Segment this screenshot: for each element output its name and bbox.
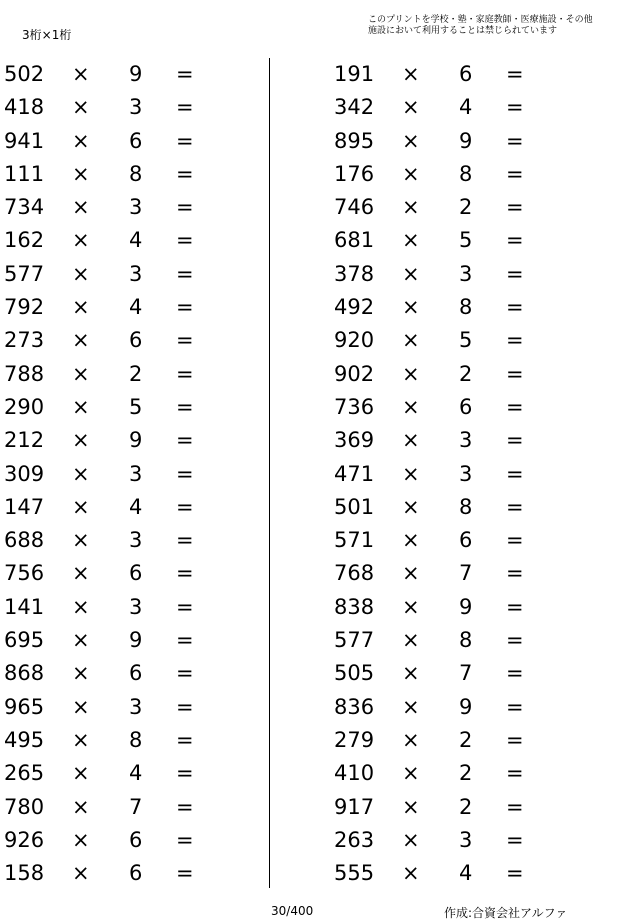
multiplier: 8 (459, 295, 473, 320)
multiplier: 9 (129, 62, 143, 86)
multiplicand: 273 (4, 328, 45, 353)
multiplier: 2 (129, 361, 143, 386)
times-sign: × (72, 128, 90, 153)
multiplier: 4 (129, 761, 143, 786)
page-number: 30/400 (271, 904, 314, 918)
equals-sign: = (506, 62, 524, 86)
multiplicand: 965 (4, 694, 45, 719)
author-credit: 作成:合資会社アルファ (444, 906, 568, 920)
multiplicand: 502 (4, 62, 45, 86)
multiplicand: 555 (334, 861, 375, 886)
times-sign: × (402, 727, 420, 752)
multiplicand: 838 (334, 594, 375, 619)
multiplier: 3 (459, 827, 473, 852)
equals-sign: = (506, 428, 524, 453)
multiplier: 8 (459, 161, 473, 186)
multiplier: 6 (129, 128, 143, 153)
equals-sign: = (506, 727, 524, 752)
times-sign: × (402, 461, 420, 486)
multiplicand: 920 (334, 328, 375, 353)
times-sign: × (402, 794, 420, 819)
multiplicand: 836 (334, 694, 375, 719)
equals-sign: = (506, 827, 524, 852)
multiplier: 3 (129, 95, 143, 120)
times-sign: × (402, 62, 420, 86)
multiplier: 6 (459, 62, 473, 86)
multiplicand: 571 (334, 528, 375, 553)
multiplier: 6 (129, 561, 143, 586)
times-sign: × (72, 261, 90, 286)
equals-sign: = (506, 494, 524, 519)
multiplicand: 147 (4, 494, 45, 519)
times-sign: × (402, 394, 420, 419)
equals-sign: = (506, 195, 524, 220)
times-sign: × (402, 528, 420, 553)
times-sign: × (72, 661, 90, 686)
equals-sign: = (506, 528, 524, 553)
multiplier: 5 (459, 228, 473, 253)
times-sign: × (402, 428, 420, 453)
times-sign: × (402, 228, 420, 253)
equals-sign: = (176, 661, 194, 686)
equals-sign: = (176, 594, 194, 619)
times-sign: × (402, 161, 420, 186)
times-sign: × (402, 761, 420, 786)
multiplier: 5 (129, 394, 143, 419)
multiplier: 4 (459, 861, 473, 886)
equals-sign: = (176, 528, 194, 553)
multiplier: 9 (129, 428, 143, 453)
equals-sign: = (506, 794, 524, 819)
equals-sign: = (506, 594, 524, 619)
multiplicand: 577 (334, 628, 375, 653)
multiplier: 6 (459, 528, 473, 553)
multiplicand: 926 (4, 827, 45, 852)
multiplicand: 492 (334, 295, 375, 320)
equals-sign: = (506, 694, 524, 719)
equals-sign: = (176, 128, 194, 153)
multiplier: 8 (129, 727, 143, 752)
equals-sign: = (176, 228, 194, 253)
multiplier: 4 (129, 295, 143, 320)
times-sign: × (72, 761, 90, 786)
equals-sign: = (176, 428, 194, 453)
multiplier: 4 (129, 228, 143, 253)
times-sign: × (402, 694, 420, 719)
multiplicand: 162 (4, 228, 45, 253)
multiplicand: 212 (4, 428, 45, 453)
times-sign: × (402, 128, 420, 153)
equals-sign: = (176, 328, 194, 353)
times-sign: × (72, 228, 90, 253)
multiplicand: 736 (334, 394, 375, 419)
equals-sign: = (506, 628, 524, 653)
multiplicand: 263 (334, 827, 375, 852)
equals-sign: = (506, 361, 524, 386)
equals-sign: = (506, 328, 524, 353)
times-sign: × (72, 594, 90, 619)
equals-sign: = (176, 561, 194, 586)
multiplicand: 290 (4, 394, 45, 419)
multiplicand: 141 (4, 594, 45, 619)
multiplicand: 788 (4, 361, 45, 386)
multiplier: 3 (459, 428, 473, 453)
multiplier: 5 (459, 328, 473, 353)
times-sign: × (402, 594, 420, 619)
equals-sign: = (176, 295, 194, 320)
multiplicand: 158 (4, 861, 45, 886)
equals-sign: = (176, 394, 194, 419)
multiplicand: 342 (334, 95, 375, 120)
equals-sign: = (506, 394, 524, 419)
multiplier: 6 (129, 861, 143, 886)
times-sign: × (402, 95, 420, 120)
times-sign: × (72, 628, 90, 653)
equals-sign: = (176, 494, 194, 519)
copyright-notice (368, 15, 593, 37)
equals-sign: = (506, 161, 524, 186)
times-sign: × (72, 461, 90, 486)
multiplicand: 279 (334, 727, 375, 752)
multiplier: 3 (459, 261, 473, 286)
multiplicand: 309 (4, 461, 45, 486)
equals-sign: = (176, 195, 194, 220)
times-sign: × (72, 528, 90, 553)
multiplier: 8 (459, 628, 473, 653)
times-sign: × (72, 861, 90, 886)
multiplicand: 780 (4, 794, 45, 819)
times-sign: × (402, 628, 420, 653)
multiplier: 2 (459, 761, 473, 786)
equals-sign: = (176, 161, 194, 186)
worksheet-title: 3桁×1桁 (22, 28, 72, 42)
equals-sign: = (506, 128, 524, 153)
multiplicand: 734 (4, 195, 45, 220)
equals-sign: = (176, 761, 194, 786)
multiplier: 6 (129, 328, 143, 353)
times-sign: × (72, 361, 90, 386)
times-sign: × (402, 261, 420, 286)
multiplier: 4 (129, 494, 143, 519)
times-sign: × (72, 295, 90, 320)
multiplier: 9 (459, 594, 473, 619)
equals-sign: = (176, 62, 194, 86)
multiplicand: 111 (4, 161, 45, 186)
equals-sign: = (506, 661, 524, 686)
equals-sign: = (506, 461, 524, 486)
equals-sign: = (176, 861, 194, 886)
equals-sign: = (506, 261, 524, 286)
column-divider (269, 58, 270, 888)
multiplier: 3 (129, 195, 143, 220)
multiplicand: 577 (4, 261, 45, 286)
times-sign: × (72, 328, 90, 353)
times-sign: × (72, 161, 90, 186)
notice-line-1: このプリントを学校・塾・家庭教師・医療施設・その他 (368, 15, 593, 25)
multiplier: 3 (129, 694, 143, 719)
equals-sign: = (176, 694, 194, 719)
multiplicand: 768 (334, 561, 375, 586)
multiplier: 3 (129, 528, 143, 553)
multiplier: 2 (459, 195, 473, 220)
times-sign: × (72, 827, 90, 852)
equals-sign: = (176, 794, 194, 819)
equals-sign: = (506, 228, 524, 253)
multiplier: 3 (129, 461, 143, 486)
times-sign: × (402, 827, 420, 852)
times-sign: × (402, 361, 420, 386)
times-sign: × (72, 794, 90, 819)
multiplier: 6 (129, 827, 143, 852)
multiplicand: 471 (334, 461, 375, 486)
multiplicand: 176 (334, 161, 375, 186)
multiplier: 3 (129, 261, 143, 286)
multiplicand: 756 (4, 561, 45, 586)
multiplier: 9 (459, 128, 473, 153)
multiplier: 2 (459, 727, 473, 752)
multiplicand: 418 (4, 95, 45, 120)
equals-sign: = (176, 361, 194, 386)
times-sign: × (72, 727, 90, 752)
equals-sign: = (506, 95, 524, 120)
multiplicand: 378 (334, 261, 375, 286)
times-sign: × (402, 295, 420, 320)
multiplier: 2 (459, 361, 473, 386)
multiplicand: 902 (334, 361, 375, 386)
times-sign: × (72, 195, 90, 220)
equals-sign: = (176, 727, 194, 752)
equals-sign: = (176, 628, 194, 653)
multiplicand: 941 (4, 128, 45, 153)
multiplier: 4 (459, 95, 473, 120)
times-sign: × (402, 328, 420, 353)
multiplicand: 410 (334, 761, 375, 786)
multiplicand: 369 (334, 428, 375, 453)
equals-sign: = (176, 95, 194, 120)
multiplier: 8 (459, 494, 473, 519)
multiplicand: 895 (334, 128, 375, 153)
equals-sign: = (176, 461, 194, 486)
equals-sign: = (506, 295, 524, 320)
multiplier: 7 (459, 661, 473, 686)
multiplier: 7 (129, 794, 143, 819)
multiplier: 6 (129, 661, 143, 686)
multiplicand: 695 (4, 628, 45, 653)
multiplier: 8 (129, 161, 143, 186)
equals-sign: = (506, 861, 524, 886)
multiplicand: 792 (4, 295, 45, 320)
times-sign: × (72, 95, 90, 120)
multiplicand: 746 (334, 195, 375, 220)
notice-line-2: 施設において利用することは禁じられています (368, 26, 558, 36)
times-sign: × (72, 62, 90, 86)
times-sign: × (402, 661, 420, 686)
times-sign: × (72, 428, 90, 453)
multiplier: 6 (459, 394, 473, 419)
multiplicand: 505 (334, 661, 375, 686)
times-sign: × (72, 694, 90, 719)
multiplicand: 917 (334, 794, 375, 819)
times-sign: × (72, 494, 90, 519)
multiplicand: 265 (4, 761, 45, 786)
multiplicand: 688 (4, 528, 45, 553)
times-sign: × (72, 394, 90, 419)
times-sign: × (402, 861, 420, 886)
multiplier: 9 (129, 628, 143, 653)
times-sign: × (402, 494, 420, 519)
multiplicand: 191 (334, 62, 375, 86)
equals-sign: = (176, 261, 194, 286)
multiplier: 2 (459, 794, 473, 819)
multiplicand: 868 (4, 661, 45, 686)
multiplier: 7 (459, 561, 473, 586)
equals-sign: = (176, 827, 194, 852)
multiplicand: 495 (4, 727, 45, 752)
times-sign: × (402, 195, 420, 220)
equals-sign: = (506, 761, 524, 786)
times-sign: × (402, 561, 420, 586)
times-sign: × (72, 561, 90, 586)
equals-sign: = (506, 561, 524, 586)
multiplier: 9 (459, 694, 473, 719)
multiplier: 3 (129, 594, 143, 619)
multiplicand: 681 (334, 228, 375, 253)
multiplier: 3 (459, 461, 473, 486)
multiplicand: 501 (334, 494, 375, 519)
